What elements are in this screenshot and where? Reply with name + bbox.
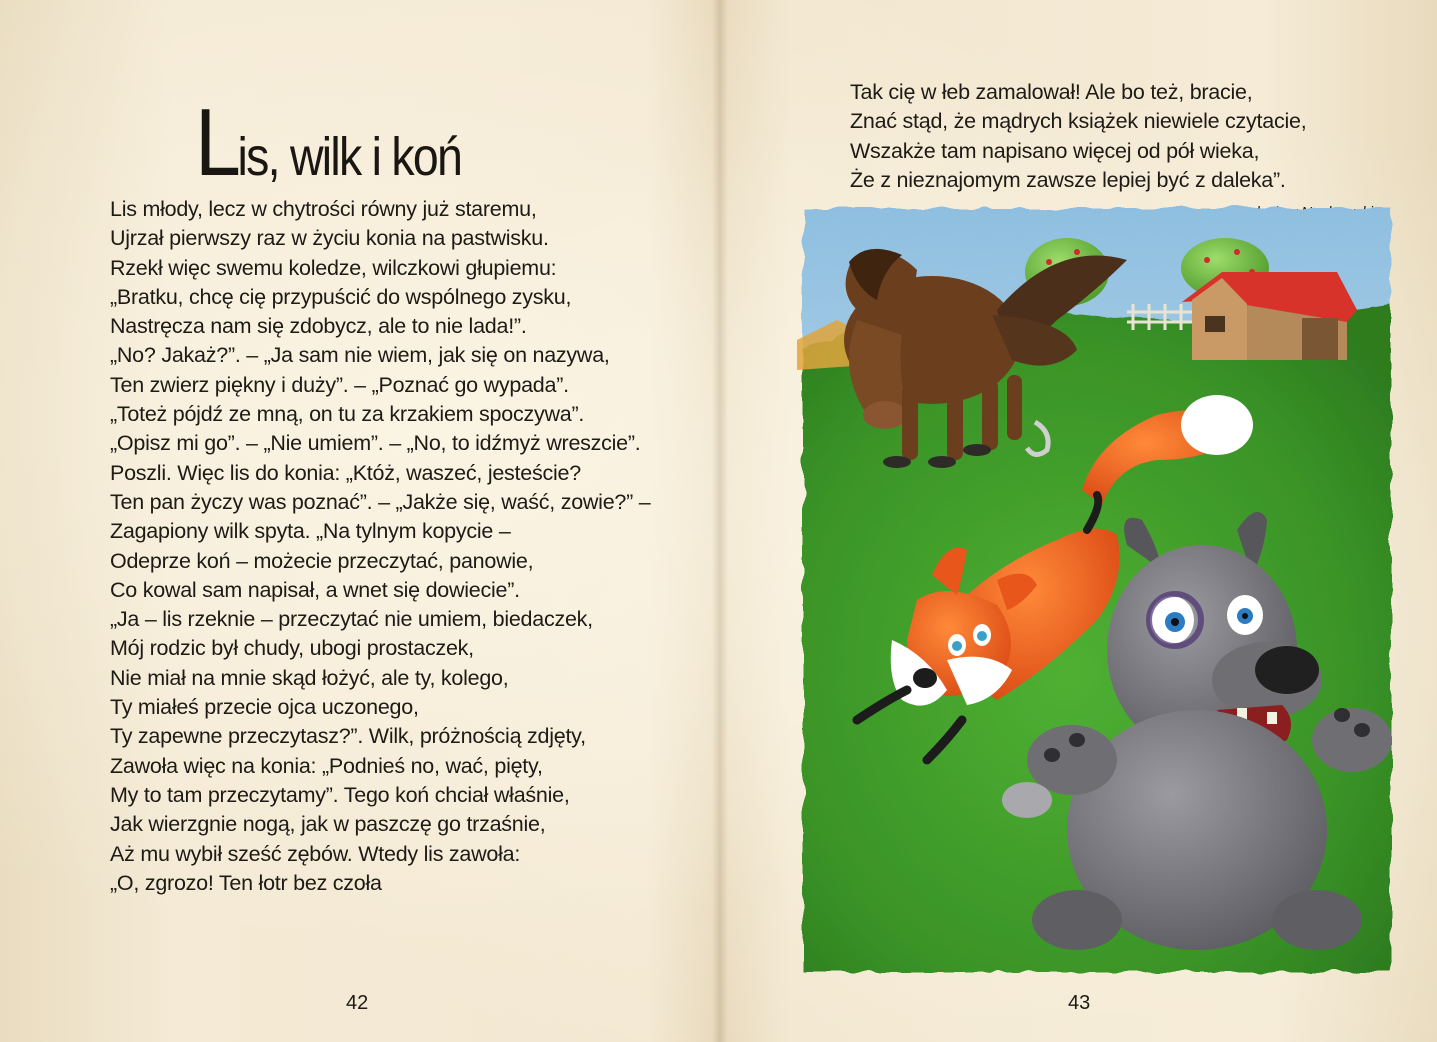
verse-line: „Bratku, chcę cię przypuścić do wspólnego zysku,	[110, 284, 572, 309]
poem-verses-left	[110, 195, 650, 898]
verse-line: Że z nieznajomym zawsze lepiej być z daleka”.	[850, 167, 1286, 192]
verse-line: Nie miał na mnie skąd łożyć, ale ty, kolego,	[110, 665, 509, 690]
page-number-right: 43	[1068, 992, 1091, 1014]
verse-line: Odeprze koń – możecie przeczytać, panowie,	[110, 548, 534, 573]
verse-line: Znać stąd, że mądrych książek niewiele czytacie,	[850, 109, 1307, 134]
verse-line: Aż mu wybił sześć zębów. Wtedy lis zawoła:	[110, 841, 521, 866]
page-number-left: 42	[346, 992, 369, 1014]
poem-verses-right	[850, 78, 1306, 195]
verse-line: „Opisz mi go”. – „Nie umiem”. – „No, to idźmyż wreszcie”.	[110, 431, 641, 456]
verse-line: Nastręcza nam się zdobycz, ale to nie lada!”.	[110, 314, 527, 339]
verse-line: Lis młody, lecz w chytrości równy już staremu,	[110, 197, 537, 221]
verse-line: „Toteż pójdź ze mną, on tu za krzakiem spoczywa”.	[110, 402, 585, 427]
verse-line: Jak wierzgnie nogą, jak w paszczę go trzaśnie,	[110, 812, 546, 837]
verse-line: Ty miałeś przecie ojca uczonego,	[110, 695, 419, 720]
verse-line: Zawoła więc na konia: „Podnieś no, wać, pięty,	[110, 753, 543, 778]
verse-line: Ten zwierz piękny i duży”. – „Poznać go wypada”.	[110, 372, 569, 397]
poem-title	[195, 88, 461, 198]
right-page	[718, 0, 1437, 1042]
title-initial: L	[195, 89, 238, 196]
verse-line: Mój rodzic był chudy, ubogi prostaczek,	[110, 636, 474, 661]
verse-line: Rzekł więc swemu koledze, wilczkowi głupiemu:	[110, 255, 557, 280]
left-page	[0, 0, 718, 1042]
verse-line: Wszakże tam napisano więcej od pół wieka,	[850, 138, 1260, 163]
verse-line: Zagapiony wilk spyta. „Na tylnym kopycie –	[110, 519, 511, 544]
verse-line: Ujrzał pierwszy raz w życiu konia na pastwisku.	[110, 226, 549, 251]
verse-line: Ten pan życzy was poznać”. – „Jakże się, waść, zowie?” –	[110, 489, 651, 514]
illustration-svg	[797, 200, 1397, 980]
title-rest: is, wilk i koń	[237, 127, 462, 187]
verse-line: Ty zapewne przeczytasz?”. Wilk, próżnością zdjęty,	[110, 724, 586, 749]
verse-line: „No? Jakaż?”. – „Ja sam nie wiem, jak się on nazywa,	[110, 343, 610, 368]
verse-line: Co kowal sam napisał, a wnet się dowiecie”.	[110, 577, 520, 602]
verse-line: „O, zgrozo! Ten łotr bez czoła	[110, 870, 382, 895]
story-illustration	[797, 200, 1397, 980]
verse-line: Tak cię w łeb zamalował! Ale bo też, bracie,	[850, 80, 1253, 104]
verse-line: Poszli. Więc lis do konia: „Któż, waszeć, jesteście?	[110, 460, 581, 485]
verse-line: My to tam przeczytamy”. Tego koń chciał właśnie,	[110, 782, 570, 807]
verse-line: „Ja – lis rzeknie – przeczytać nie umiem, biedaczek,	[110, 607, 593, 632]
barn	[1182, 272, 1357, 360]
